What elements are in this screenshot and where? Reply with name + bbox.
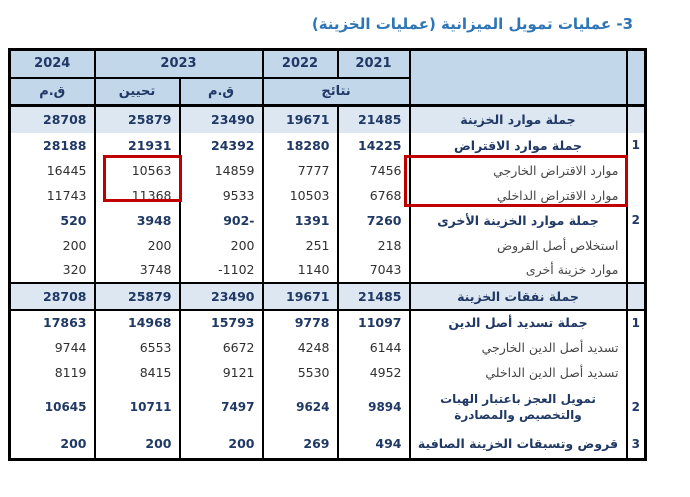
value-cell: 6144 — [338, 335, 410, 360]
value-cell: 23490 — [180, 283, 263, 310]
value-cell: 9744 — [10, 335, 95, 360]
row-label: تسديد أصل الدين الخارجي — [410, 335, 627, 360]
row-index — [627, 158, 646, 183]
row-label: تسديد أصل الدين الداخلي — [410, 360, 627, 385]
value-cell: 200 — [10, 233, 95, 258]
value-cell: 9121 — [180, 360, 263, 385]
header-qm-2023: ق.م — [180, 78, 263, 106]
value-cell: 3748 — [95, 258, 180, 283]
row-label: جملة نفقات الخزينة — [410, 283, 627, 310]
row-label: موارد الاقتراض الخارجي — [410, 158, 627, 183]
value-cell: 28188 — [10, 133, 95, 158]
value-cell: 6672 — [180, 335, 263, 360]
row-index: 3 — [627, 430, 646, 460]
row-label: جملة تسديد أصل الدين — [410, 310, 627, 335]
value-cell: 16445 — [10, 158, 95, 183]
value-cell: 200 — [180, 233, 263, 258]
header-year-row — [10, 50, 646, 78]
table-row — [10, 106, 646, 133]
value-cell: -1102 — [180, 258, 263, 283]
value-cell: 24392 — [180, 133, 263, 158]
table-header — [10, 50, 646, 106]
row-index — [627, 233, 646, 258]
row-index — [627, 335, 646, 360]
value-cell: 11743 — [10, 183, 95, 208]
value-cell: 14968 — [95, 310, 180, 335]
value-cell: 9894 — [338, 385, 410, 430]
value-cell: 14225 — [338, 133, 410, 158]
row-index — [627, 258, 646, 283]
header-qm-2024: ق.م — [10, 78, 95, 106]
value-cell: 7043 — [338, 258, 410, 283]
value-cell: 21485 — [338, 106, 410, 133]
value-cell: 4952 — [338, 360, 410, 385]
value-cell: 9533 — [180, 183, 263, 208]
row-index: 2 — [627, 385, 646, 430]
value-cell: 21485 — [338, 283, 410, 310]
value-cell: 9624 — [263, 385, 338, 430]
value-cell: 7777 — [263, 158, 338, 183]
value-cell: 21931 — [95, 133, 180, 158]
value-cell: 494 — [338, 430, 410, 460]
table-row — [10, 158, 646, 183]
value-cell: 5530 — [263, 360, 338, 385]
row-label: جملة موارد الاقتراض — [410, 133, 627, 158]
header-year-2022: 2022 — [263, 50, 338, 78]
value-cell: 218 — [338, 233, 410, 258]
table-row — [10, 430, 646, 460]
value-cell: 9778 — [263, 310, 338, 335]
value-cell: 25879 — [95, 283, 180, 310]
value-cell: 10503 — [263, 183, 338, 208]
value-cell: 1391 — [263, 208, 338, 233]
value-cell: 11368 — [95, 183, 180, 208]
row-label: جملة موارد الخزينة — [410, 106, 627, 133]
value-cell: 10563 — [95, 158, 180, 183]
header-update-2023: تحيين — [95, 78, 180, 106]
treasury-operations-table — [8, 48, 647, 461]
table-row — [10, 310, 646, 335]
value-cell: 200 — [95, 233, 180, 258]
value-cell: 7497 — [180, 385, 263, 430]
value-cell: 8415 — [95, 360, 180, 385]
value-cell: 200 — [180, 430, 263, 460]
value-cell: 7456 — [338, 158, 410, 183]
value-cell: 11097 — [338, 310, 410, 335]
value-cell: 200 — [10, 430, 95, 460]
table-body — [10, 106, 646, 460]
value-cell: 320 — [10, 258, 95, 283]
value-cell: 15793 — [180, 310, 263, 335]
value-cell: 4248 — [263, 335, 338, 360]
row-label: استخلاص أصل القروض — [410, 233, 627, 258]
value-cell: 6768 — [338, 183, 410, 208]
table-row — [10, 385, 646, 430]
value-cell: 3948 — [95, 208, 180, 233]
header-index-cell — [627, 50, 646, 106]
table-row — [10, 335, 646, 360]
value-cell: 28708 — [10, 283, 95, 310]
row-index: 2 — [627, 208, 646, 233]
row-label: قروض وتسبقات الخزينة الصافية — [410, 430, 627, 460]
value-cell: 19671 — [263, 283, 338, 310]
header-year-2021: 2021 — [338, 50, 410, 78]
row-index: 1 — [627, 133, 646, 158]
table-row — [10, 283, 646, 310]
value-cell: 25879 — [95, 106, 180, 133]
table-row — [10, 183, 646, 208]
value-cell: 269 — [263, 430, 338, 460]
value-cell: 8119 — [10, 360, 95, 385]
value-cell: 17863 — [10, 310, 95, 335]
value-cell: 6553 — [95, 335, 180, 360]
table-row — [10, 360, 646, 385]
value-cell: 10645 — [10, 385, 95, 430]
row-label: تمويل العجز باعتبار الهبات والتخصيص والمصادرة — [410, 385, 627, 430]
value-cell: 18280 — [263, 133, 338, 158]
value-cell: 10711 — [95, 385, 180, 430]
header-label-cell — [410, 50, 627, 106]
value-cell: 251 — [263, 233, 338, 258]
row-index — [627, 283, 646, 310]
header-year-2024: 2024 — [10, 50, 95, 78]
value-cell: 200 — [95, 430, 180, 460]
value-cell: 14859 — [180, 158, 263, 183]
row-index: 1 — [627, 310, 646, 335]
value-cell: 23490 — [180, 106, 263, 133]
row-label: جملة موارد الخزينة الأخرى — [410, 208, 627, 233]
header-year-2023: 2023 — [95, 50, 263, 78]
table-row — [10, 258, 646, 283]
table-row — [10, 133, 646, 158]
page-title: 3- عمليات تمويل الميزانية (عمليات الخزينة) — [311, 15, 633, 33]
value-cell: 7260 — [338, 208, 410, 233]
row-label: موارد خزينة أخرى — [410, 258, 627, 283]
row-index — [627, 106, 646, 133]
table-row — [10, 233, 646, 258]
value-cell: 520 — [10, 208, 95, 233]
header-results: نتائج — [263, 78, 410, 106]
table-row — [10, 208, 646, 233]
value-cell: 902- — [180, 208, 263, 233]
value-cell: 1140 — [263, 258, 338, 283]
row-label: موارد الاقتراض الداخلي — [410, 183, 627, 208]
row-index — [627, 360, 646, 385]
value-cell: 19671 — [263, 106, 338, 133]
value-cell: 28708 — [10, 106, 95, 133]
row-index — [627, 183, 646, 208]
